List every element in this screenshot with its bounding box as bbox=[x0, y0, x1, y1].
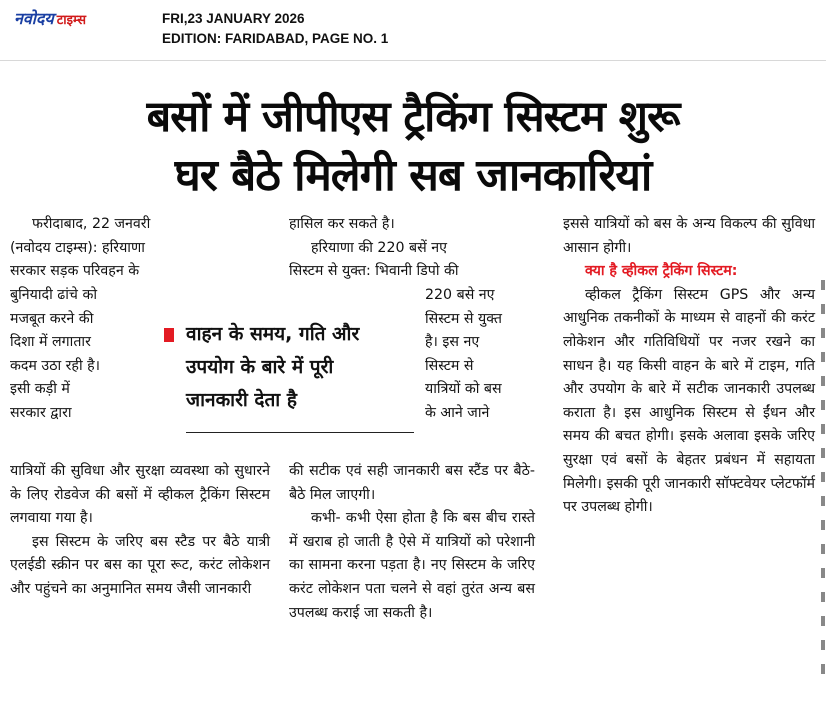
col2-para-2-end: की सटीक एवं सही जानकारी बस स्टैंड पर बैठे- बैठे मिल जाएगी। bbox=[289, 463, 535, 503]
col1-narrow-line-2: मजबूत करने की bbox=[10, 310, 94, 327]
pull-quote-rule bbox=[186, 432, 414, 433]
headline-line-1: बसों में जीपीएस ट्रैकिंग सिस्टम शुरू bbox=[146, 92, 680, 142]
pull-quote-line-1: वाहन के समय, गति और bbox=[186, 323, 360, 345]
col1-narrow-line-3: दिशा में लगातार bbox=[10, 334, 91, 351]
col2-narrow-line-4: सिस्टम से bbox=[425, 357, 474, 374]
col1-line-2: (नवोदय टाइम्स): हरियाणा bbox=[10, 239, 145, 256]
col1-line-1: फरीदाबाद, 22 जनवरी bbox=[32, 216, 151, 232]
pull-quote-line-2: उपयोग के बारे में पूरी bbox=[186, 356, 334, 378]
newspaper-logo bbox=[14, 10, 86, 30]
col2-narrow-line-5: यात्रियों को बस bbox=[425, 381, 502, 398]
col1-para-2: इस सिस्टम के जरिए बस स्टैड पर बैठे यात्री एलईडी स्क्रीन पर बस का पूरा रूट, करंट लोकेशन और पहुंचने का अनुमानित समय जैसी जानकारी bbox=[10, 533, 270, 597]
col3-para-1: इससे यात्रियों को बस के अन्य विकल्प की सुविधा आसान होगी। bbox=[563, 216, 815, 256]
col1-narrow-line-4: कदम उठा रही है। bbox=[10, 357, 101, 374]
col3-para-2: व्हीकल ट्रैकिंग सिस्टम GPS और अन्य आधुनिक तकनीकों के माध्यम से वाहनों की करंट लोकेशन और गतिविधियों पर नजर रखने का साधन है। यह किसी वाहन के बारे में टाइम, गति और उपयोग के बारे में सटीक जानकारी उपलब्ध कराता है। इस आधुनिक सिस्टम से ईंधन और समय की बचत होगी। इसके अलावा इसके जरिए सुरक्षा एवं बसों के बेहतर प्रबंधन में सहायता मिलेगी। इसकी पूरी जानकारी सॉफ्टवेयर प्लेटफॉर्म पर उपलब्ध होगी। bbox=[563, 286, 815, 516]
column-2-lower bbox=[289, 460, 535, 625]
red-square-bullet-icon bbox=[164, 328, 174, 342]
date-line: FRI,23 JANUARY 2026 bbox=[162, 11, 305, 26]
col2-line-3: सिस्टम से युक्त: भिवानी डिपो की bbox=[289, 263, 459, 280]
article-headline bbox=[0, 88, 826, 206]
col2-line-1: हासिल कर सकते है। bbox=[289, 216, 395, 232]
masthead-bar bbox=[0, 0, 826, 61]
column-1-narrow bbox=[10, 284, 155, 426]
col2-narrow-line-2: सिस्टम से युक्त bbox=[425, 310, 502, 327]
col2-para-3: कभी- कभी ऐसा होता है कि बस बीच रास्ते में खराब हो जाती है ऐसे में यात्रियों को परेशानी का सामना करना पड़ता है। नए सिस्टम के जरिए करंट लोकेशन पता चलने से वहां तुरंत अन्य बस उपलब्ध कराई जा सकती है। bbox=[289, 510, 535, 621]
edition-info bbox=[162, 9, 388, 49]
col2-line-2: हरियाणा की 220 बसें नए bbox=[311, 239, 447, 256]
col1-line-3: सरकार सड़क परिवहन के bbox=[10, 263, 140, 280]
headline-line-2: घर बैठे मिलेगी सब जानकारियां bbox=[174, 150, 652, 201]
col2-narrow-line-3: है। इस नए bbox=[425, 334, 480, 351]
column-1-intro bbox=[10, 213, 270, 284]
pull-quote-line-3: जानकारी देता है bbox=[186, 389, 297, 411]
column-3 bbox=[563, 213, 815, 520]
col1-narrow-line-5: इसी कड़ी में bbox=[10, 381, 70, 398]
column-2-narrow bbox=[425, 284, 535, 426]
col1-narrow-line-6: सरकार द्वारा bbox=[10, 404, 72, 421]
logo-sub-text: टाइम्स bbox=[56, 13, 87, 28]
col2-narrow-line-1: 220 बसे नए bbox=[425, 287, 495, 303]
pull-quote bbox=[160, 318, 418, 438]
column-1-lower bbox=[10, 460, 270, 602]
adjacent-column-edge bbox=[818, 280, 826, 721]
col1-para-1-end: यात्रियों की सुविधा और सुरक्षा व्यवस्था को सुधारने के लिए रोडवेज की बसों में व्हीकल ट्रैकिंग सिस्टम लगवाया गया है। bbox=[10, 463, 270, 527]
edition-line: EDITION: FARIDABAD, PAGE NO. 1 bbox=[162, 31, 389, 46]
col1-narrow-line-1: बुनियादी ढांचे को bbox=[10, 287, 98, 303]
column-2-top bbox=[289, 213, 535, 284]
logo-main-text: नवोदय bbox=[14, 9, 54, 28]
col3-subheading: क्या है व्हीकल ट्रैकिंग सिस्टम: bbox=[585, 263, 738, 280]
col2-narrow-line-6: के आने जाने bbox=[425, 404, 490, 421]
